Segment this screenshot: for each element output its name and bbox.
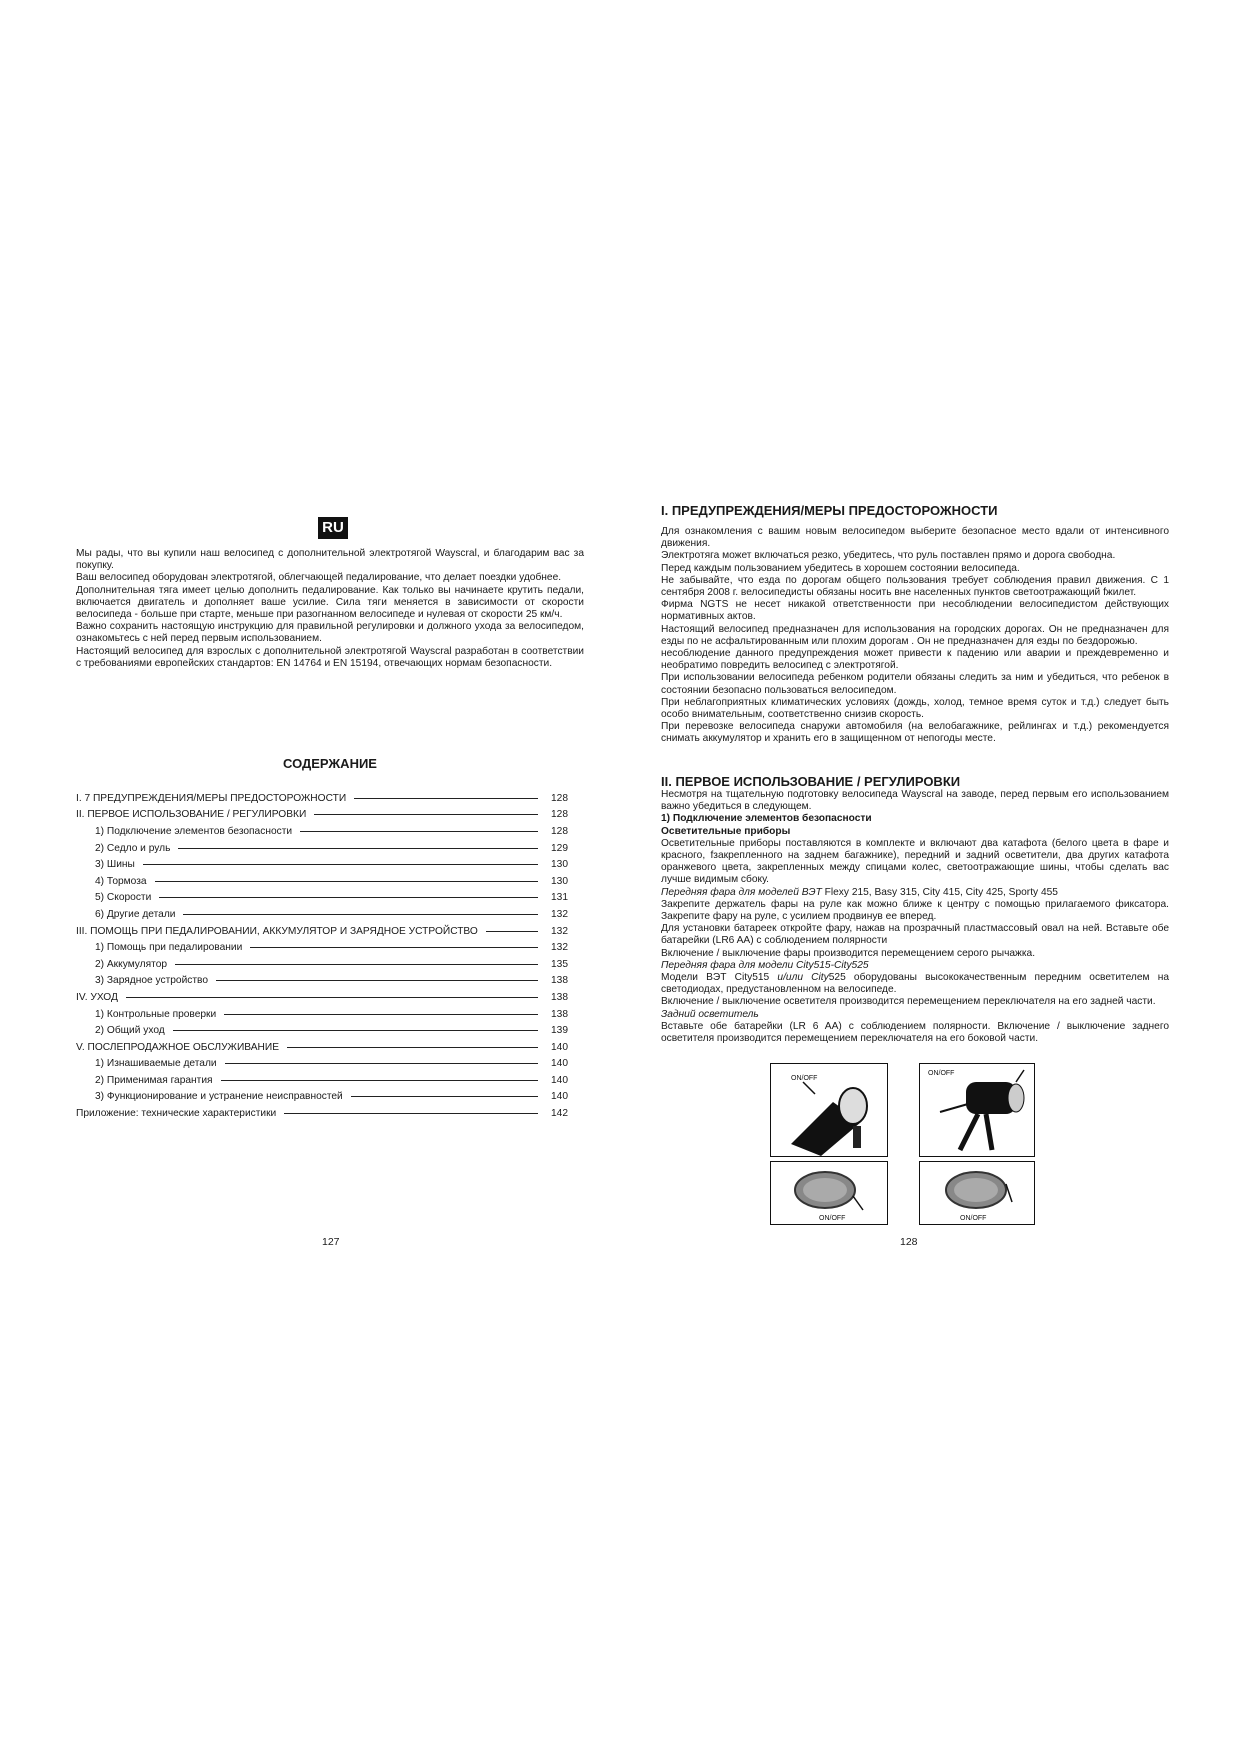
toc-label: 5) Скорости [95, 892, 152, 904]
toc-leader-line [126, 997, 538, 998]
onoff-label: ON/OFF [791, 1075, 818, 1082]
toc-row [76, 1056, 568, 1073]
paragraph: Вставьте обе батарейки (LR 6 AA) с соблюдением полярности. Включение / выключение заднего осветителя производится перемещением переключателя на его боковой части. [661, 1020, 1169, 1045]
toc-leader-line [300, 831, 538, 832]
italic-heading: Задний осветитель [661, 1008, 759, 1020]
paragraph: Несмотря на тщательную подготовку велосипеда Wayscral на заводе, перед первым его использованием важно убедиться в следующем. [661, 789, 1169, 813]
toc-page: 132 [551, 942, 568, 954]
italic-heading: Передняя фара для моделей ВЭТ [661, 886, 822, 898]
toc-row [76, 1022, 568, 1039]
subsection-title: 1) Подключение элементов безопасности [661, 813, 872, 825]
paragraph: При использовании велосипеда ребенком родители обязаны следить за ним и убедиться, что ребенок в состоянии безопасно пользоваться велосипедом. [661, 672, 1169, 696]
toc-row [76, 823, 568, 840]
paragraph: Электротяга может включаться резко, убедитесь, что руль поставлен прямо и дорога свободна. [661, 550, 1116, 562]
toc-leader-line [314, 814, 538, 815]
paragraph: При перевозке велосипеда снаружи автомобиля (на велобагажнике, рейлингах и т.д.) рекомендуется снимать аккумулятор и хранить его в защищенном от непогоды месте. [661, 721, 1169, 745]
toc-page: 128 [551, 825, 568, 837]
toc-page: 128 [551, 809, 568, 821]
toc-row [76, 973, 568, 990]
toc-label: 1) Подключение элементов безопасности [95, 825, 293, 837]
toc-page: 140 [551, 1091, 568, 1103]
toc-row [76, 873, 568, 890]
toc-leader-line [221, 1080, 538, 1081]
toc-row [76, 807, 568, 824]
intro-paragraph: Важно сохранить настоящую инструкцию для правильной регулировки и должного ухода за велосипедом, ознакомьтесь с ней перед первым использованием. [76, 621, 584, 645]
toc-row [76, 790, 568, 807]
toc-page: 138 [551, 1008, 568, 1020]
toc-row [76, 989, 568, 1006]
paragraph: Фирма NGTS не несет никакой ответственности при несоблюдении велосипедистом действующих нормативных актов. [661, 599, 1169, 623]
paragraph [661, 887, 1169, 899]
toc-label: I. 7 ПРЕДУПРЕЖДЕНИЯ/МЕРЫ ПРЕДОСТОРОЖНОСТИ [76, 792, 347, 804]
paragraph: Для установки батареек откройте фару, нажав на прозрачный пластмассовый овал на ней. Вставьте обе батарейки (LR6 AA) с соблюдением полярности [661, 923, 1169, 947]
table-of-contents [76, 790, 568, 1122]
paragraph: Настоящий велосипед предназначен для использования на городских дорогах. Он не предназначен для езды по не асфальтированным или плохим дорогам . Он не предназначен для езды по бездорожью. [661, 623, 1169, 647]
paragraph: Осветительные приборы поставляются в комплекте и включают два катафота (белого цвета в фаре и красного, fзакрепленного на заднем багажнике), передний и задний осветители, два других катафота оранжевого цвета, закрепленных между спицами колес, светоотражающие шины, чтобы сделать вас лучше видимым сбоку. [661, 837, 1169, 886]
toc-label: 1) Контрольные проверки [95, 1008, 217, 1020]
section-title: I. ПРЕДУПРЕЖДЕНИЯ/МЕРЫ ПРЕДОСТОРОЖНОСТИ [661, 503, 998, 518]
page-number-left: 127 [322, 1236, 340, 1248]
led-lamp-photo [919, 1063, 1035, 1157]
toc-title: СОДЕРЖАНИЕ [283, 756, 377, 771]
toc-row [76, 1105, 568, 1122]
toc-leader-line [159, 897, 538, 898]
toc-label: 2) Аккумулятор [95, 958, 168, 970]
toc-leader-line [225, 1063, 538, 1064]
intro-paragraph: Мы рады, что вы купили наш велосипед с дополнительной электротягой Wayscral, и благодарим вас за покупку. [76, 548, 584, 572]
toc-label: 1) Изнашиваемые детали [95, 1058, 217, 1070]
toc-row [76, 939, 568, 956]
toc-label: 2) Седло и руль [95, 842, 171, 854]
toc-leader-line [224, 1014, 538, 1015]
toc-page: 142 [551, 1108, 568, 1120]
paragraph: Перед каждым пользованием убедитесь в хорошем состоянии велосипеда. [661, 562, 1020, 574]
intro-paragraph: Настоящий велосипед для взрослых с дополнительной электротягой Wayscral разработан в соответствии с требованиями европейских стандартов: EN 14764 и EN 15194, отвечающих нормам безопасности. [76, 645, 584, 669]
toc-page: 132 [551, 908, 568, 920]
paragraph: Включение / выключение осветителя производится перемещением переключателя на его задней части. [661, 996, 1156, 1008]
toc-page: 130 [551, 875, 568, 887]
italic-heading: Передняя фара для модели City515-City525 [661, 959, 869, 971]
toc-leader-line [250, 947, 538, 948]
front-lamp-photo [770, 1063, 888, 1157]
rear-light-photo [770, 1161, 888, 1225]
toc-page: 135 [551, 958, 568, 970]
paragraph: Закрепите держатель фары на руле как можно ближе к центру с помощью прилагаемого фиксатора. Закрепите фару на руле, с усилием продвинув ее вперед. [661, 898, 1169, 923]
toc-row [76, 856, 568, 873]
toc-leader-line [183, 914, 538, 915]
toc-label: 2) Общий уход [95, 1025, 165, 1037]
language-badge: RU [318, 517, 348, 539]
text-run: City [802, 972, 829, 984]
toc-row [76, 906, 568, 923]
toc-page: 131 [551, 892, 568, 904]
toc-leader-line [178, 848, 538, 849]
toc-label: 1) Помощь при педалировании [95, 942, 243, 954]
toc-row [76, 890, 568, 907]
intro-text [76, 548, 584, 670]
toc-label: 3) Функционирование и устранение неисправностей [95, 1091, 343, 1103]
toc-leader-line [216, 980, 538, 981]
toc-row [76, 840, 568, 857]
toc-label: Приложение: технические характеристики [76, 1108, 277, 1120]
toc-page: 129 [551, 842, 568, 854]
paragraph: несоблюдение данного предупреждения может привести к падению или аварии и преждевременно и необратимо повредить велосипед с электротягой. [661, 648, 1169, 672]
section-warnings [661, 503, 1169, 746]
toc-label: II. ПЕРВОЕ ИСПОЛЬЗОВАНИЕ / РЕГУЛИРОВКИ [76, 809, 307, 821]
toc-label: 3) Шины [95, 859, 135, 871]
paragraph: Включение / выключение фары производится перемещением серого рычажка. [661, 947, 1036, 959]
toc-leader-line [143, 864, 538, 865]
text-run: и/или [777, 972, 803, 984]
toc-leader-line [354, 798, 538, 799]
toc-leader-line [351, 1096, 538, 1097]
toc-leader-line [175, 964, 538, 965]
toc-page: 128 [551, 792, 568, 804]
paragraph: Не забывайте, что езда по дорогам общего пользования требует соблюдения правил движения. С 1 сентября 2008 г. велосипедисты обязаны носить вне населенных пунктов светоотражающий fжилет. [661, 574, 1169, 599]
text-run: Модели ВЭТ City515 [661, 972, 778, 984]
section-first-use [661, 774, 1169, 1045]
toc-page: 130 [551, 859, 568, 871]
toc-label: 2) Применимая гарантия [95, 1074, 213, 1086]
toc-label: IV. УХОД [76, 991, 118, 1003]
toc-label: 3) Зарядное устройство [95, 975, 208, 987]
toc-page: 139 [551, 1025, 568, 1037]
toc-page: 140 [551, 1058, 568, 1070]
onoff-label: ON/OFF [819, 1215, 846, 1222]
toc-leader-line [287, 1047, 538, 1048]
paragraph: При неблагоприятных климатических условиях (дождь, холод, темное время суток и т.д.) следует быть особо внимательным, соответственно снизив скорость. [661, 696, 1169, 721]
paragraph: Для ознакомления с вашим новым велосипедом выберите безопасное место вдали от интенсивного движения. [661, 526, 1169, 550]
toc-page: 132 [551, 925, 568, 937]
toc-row [76, 923, 568, 940]
toc-row [76, 1089, 568, 1106]
rear-light-photo [919, 1161, 1035, 1225]
onoff-label: ON/OFF [960, 1215, 987, 1222]
toc-page: 140 [551, 1041, 568, 1053]
toc-page: 140 [551, 1074, 568, 1086]
toc-label: 6) Другие детали [95, 908, 176, 920]
paragraph [661, 972, 1169, 996]
intro-paragraph: Ваш велосипед оборудован электротягой, облегчающей педалирование, что делает поездки удобнее. [76, 572, 562, 584]
onoff-label: ON/OFF [928, 1070, 955, 1077]
intro-paragraph: Дополнительная тяга имеет целью дополнить педалирование. Как только вы начинаете крутить педали, включается двигатель и дополняет ваше усилие. Сила тяги меняется в зависимости от скорости велосипеда - больше при старте, меньше при разогнанном велосипеде и нулевая от скорости 25 км/ч. [76, 584, 584, 621]
toc-label: III. ПОМОЩЬ ПРИ ПЕДАЛИРОВАНИИ, АККУМУЛЯТОР И ЗАРЯДНОЕ УСТРОЙСТВО [76, 925, 478, 937]
toc-label: V. ПОСЛЕПРОДАЖНОЕ ОБСЛУЖИВАНИЕ [76, 1041, 279, 1053]
toc-leader-line [173, 1030, 538, 1031]
toc-leader-line [284, 1113, 538, 1114]
toc-leader-line [486, 931, 538, 932]
toc-page: 138 [551, 975, 568, 987]
page-number-right: 128 [900, 1236, 918, 1248]
toc-row [76, 1006, 568, 1023]
toc-row [76, 1039, 568, 1056]
toc-label: 4) Тормоза [95, 875, 147, 887]
text-run: 525 оборудованы высококачественным передним осветителем на светодиодах, предустановленном на велосипеде. [661, 972, 1170, 996]
toc-row [76, 1072, 568, 1089]
model-list: Flexy 215, Basy 315, City 415, City 425, Sporty 455 [821, 886, 1058, 898]
subsection-title: Осветительные приборы [661, 825, 791, 837]
toc-row [76, 956, 568, 973]
toc-page: 138 [551, 991, 568, 1003]
section-title: II. ПЕРВОЕ ИСПОЛЬЗОВАНИЕ / РЕГУЛИРОВКИ [661, 774, 961, 789]
toc-leader-line [155, 881, 538, 882]
